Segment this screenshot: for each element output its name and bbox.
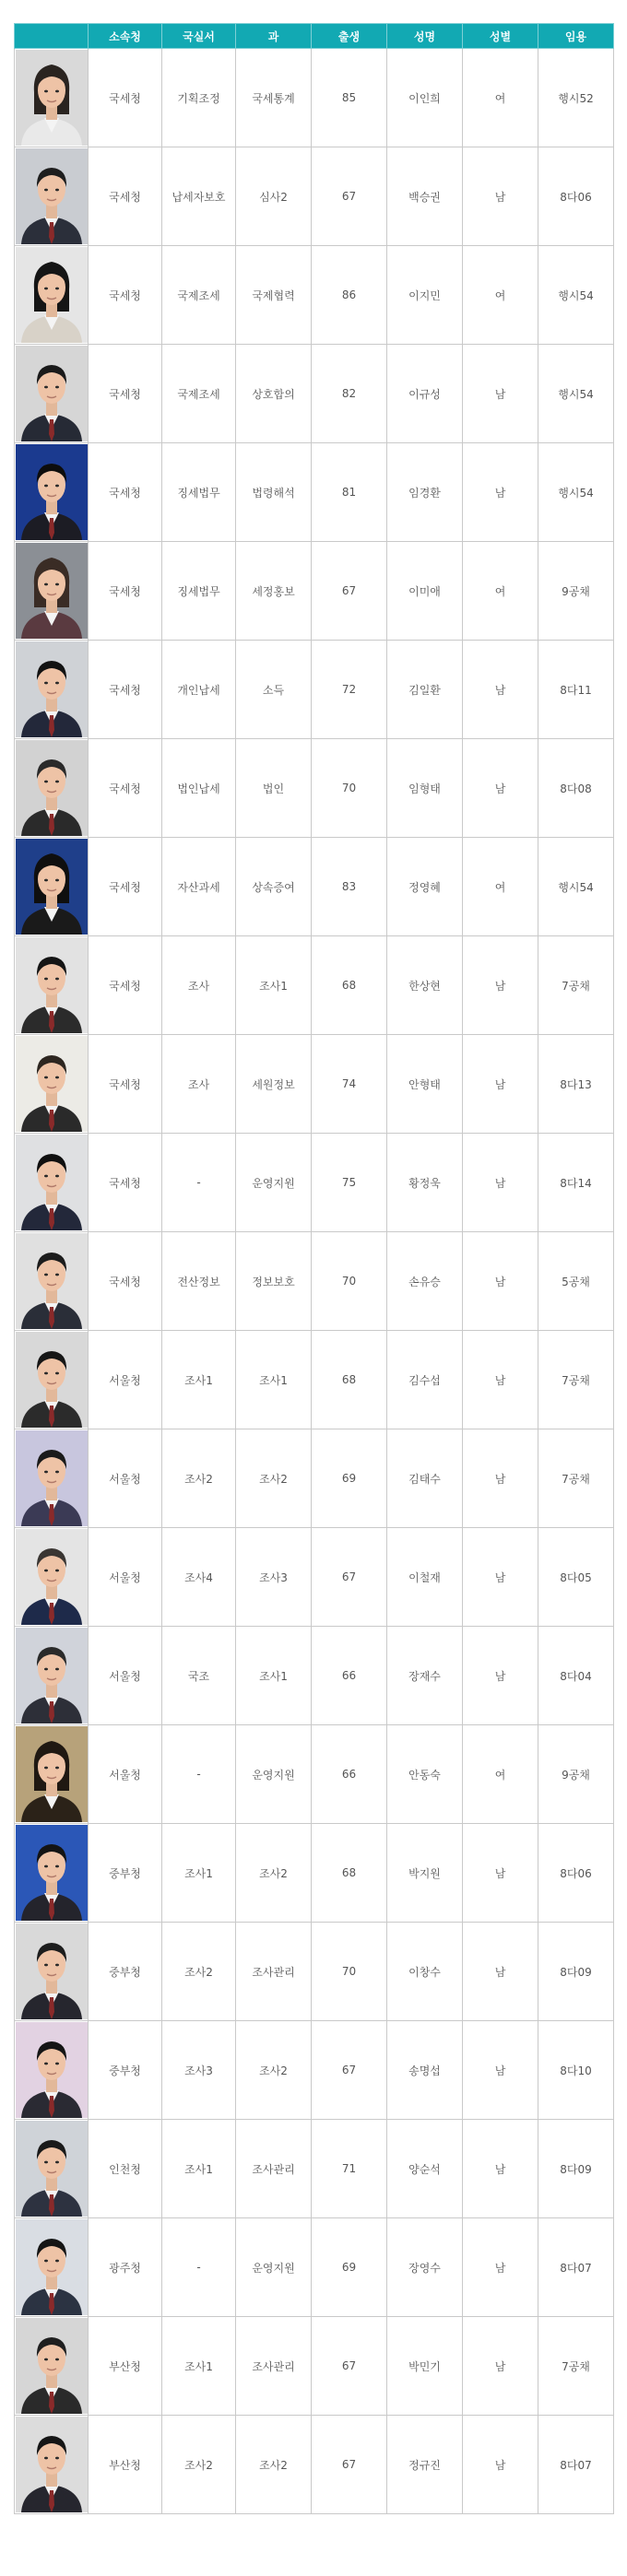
portrait-photo <box>16 148 88 244</box>
table-row <box>15 1429 614 1528</box>
name-cell: 이지민 <box>387 246 463 345</box>
photo-cell <box>15 1627 89 1725</box>
name-cell: 김수섭 <box>387 1331 463 1429</box>
portrait-photo <box>16 2417 88 2512</box>
bureau-cell: 조사 <box>162 936 236 1035</box>
bureau-cell: 기획조정 <box>162 49 236 147</box>
division-cell: 세원정보 <box>236 1035 312 1134</box>
header-gender: 성별 <box>463 24 538 49</box>
portrait-photo <box>16 1825 88 1921</box>
office-cell: 부산청 <box>89 2317 162 2416</box>
name-cell: 장영수 <box>387 2218 463 2317</box>
office-cell: 서울청 <box>89 1528 162 1627</box>
name-cell: 이규성 <box>387 345 463 443</box>
office-cell: 국세청 <box>89 49 162 147</box>
name-cell: 임형태 <box>387 739 463 838</box>
photo-cell <box>15 49 89 147</box>
personnel-table-container <box>14 23 613 2514</box>
table-row <box>15 2021 614 2120</box>
table-row <box>15 542 614 641</box>
gender-cell: 남 <box>463 2218 538 2317</box>
division-cell: 세정홍보 <box>236 542 312 641</box>
header-bureau: 국실서 <box>162 24 236 49</box>
office-cell: 서울청 <box>89 1331 162 1429</box>
table-row <box>15 2416 614 2514</box>
bureau-cell: 납세자보호 <box>162 147 236 246</box>
appointment-cell: 8다11 <box>538 641 614 739</box>
name-cell: 이미애 <box>387 542 463 641</box>
photo-cell <box>15 2317 89 2416</box>
table-row <box>15 345 614 443</box>
header-name: 성명 <box>387 24 463 49</box>
gender-cell: 남 <box>463 1528 538 1627</box>
division-cell: 소득 <box>236 641 312 739</box>
birth-cell: 68 <box>312 1331 387 1429</box>
gender-cell: 여 <box>463 1725 538 1824</box>
portrait-photo <box>16 937 88 1033</box>
division-cell: 조사관리 <box>236 2317 312 2416</box>
bureau-cell: 징세법무 <box>162 443 236 542</box>
table-row <box>15 49 614 147</box>
name-cell: 정영혜 <box>387 838 463 936</box>
name-cell: 한상현 <box>387 936 463 1035</box>
portrait-photo <box>16 1036 88 1132</box>
name-cell: 황정욱 <box>387 1134 463 1232</box>
birth-cell: 70 <box>312 739 387 838</box>
name-cell: 안동숙 <box>387 1725 463 1824</box>
gender-cell: 남 <box>463 936 538 1035</box>
office-cell: 서울청 <box>89 1725 162 1824</box>
photo-cell <box>15 147 89 246</box>
division-cell: 정보보호 <box>236 1232 312 1331</box>
office-cell: 서울청 <box>89 1627 162 1725</box>
name-cell: 이인희 <box>387 49 463 147</box>
office-cell: 국세청 <box>89 147 162 246</box>
portrait-photo <box>16 2219 88 2315</box>
appointment-cell: 7공채 <box>538 2317 614 2416</box>
photo-cell <box>15 1134 89 1232</box>
table-row <box>15 2317 614 2416</box>
bureau-cell: 징세법무 <box>162 542 236 641</box>
bureau-cell: 조사2 <box>162 1429 236 1528</box>
portrait-photo <box>16 50 88 146</box>
photo-cell <box>15 641 89 739</box>
gender-cell: 남 <box>463 1824 538 1923</box>
table-row <box>15 1824 614 1923</box>
appointment-cell: 7공채 <box>538 936 614 1035</box>
gender-cell: 남 <box>463 1232 538 1331</box>
appointment-cell: 9공채 <box>538 542 614 641</box>
birth-cell: 67 <box>312 2021 387 2120</box>
bureau-cell: 조사1 <box>162 2120 236 2218</box>
office-cell: 국세청 <box>89 542 162 641</box>
portrait-photo <box>16 2022 88 2118</box>
division-cell: 심사2 <box>236 147 312 246</box>
gender-cell: 남 <box>463 1429 538 1528</box>
portrait-photo <box>16 1628 88 1723</box>
gender-cell: 남 <box>463 345 538 443</box>
name-cell: 백승권 <box>387 147 463 246</box>
birth-cell: 72 <box>312 641 387 739</box>
gender-cell: 남 <box>463 2416 538 2514</box>
table-body <box>15 49 614 2514</box>
photo-cell <box>15 2416 89 2514</box>
gender-cell: 남 <box>463 1035 538 1134</box>
table-row <box>15 1232 614 1331</box>
appointment-cell: 8다05 <box>538 1528 614 1627</box>
bureau-cell: - <box>162 1134 236 1232</box>
portrait-photo <box>16 1233 88 1329</box>
birth-cell: 81 <box>312 443 387 542</box>
table-row <box>15 2218 614 2317</box>
birth-cell: 68 <box>312 1824 387 1923</box>
bureau-cell: 자산과세 <box>162 838 236 936</box>
table-row <box>15 147 614 246</box>
gender-cell: 남 <box>463 1923 538 2021</box>
bureau-cell: 조사4 <box>162 1528 236 1627</box>
office-cell: 중부청 <box>89 1824 162 1923</box>
office-cell: 광주청 <box>89 2218 162 2317</box>
name-cell: 박민기 <box>387 2317 463 2416</box>
photo-cell <box>15 936 89 1035</box>
office-cell: 부산청 <box>89 2416 162 2514</box>
office-cell: 국세청 <box>89 739 162 838</box>
portrait-photo <box>16 543 88 639</box>
table-row <box>15 1134 614 1232</box>
birth-cell: 66 <box>312 1627 387 1725</box>
bureau-cell: 조사1 <box>162 1824 236 1923</box>
portrait-photo <box>16 2121 88 2217</box>
division-cell: 국세통계 <box>236 49 312 147</box>
appointment-cell: 8다06 <box>538 147 614 246</box>
bureau-cell: - <box>162 2218 236 2317</box>
division-cell: 상속증여 <box>236 838 312 936</box>
name-cell: 박지원 <box>387 1824 463 1923</box>
division-cell: 조사3 <box>236 1528 312 1627</box>
photo-cell <box>15 345 89 443</box>
portrait-photo <box>16 1726 88 1822</box>
office-cell: 인천청 <box>89 2120 162 2218</box>
name-cell: 양순석 <box>387 2120 463 2218</box>
table-row <box>15 739 614 838</box>
table-row <box>15 1331 614 1429</box>
birth-cell: 85 <box>312 49 387 147</box>
gender-cell: 남 <box>463 443 538 542</box>
portrait-photo <box>16 740 88 836</box>
table-row <box>15 1627 614 1725</box>
gender-cell: 남 <box>463 2317 538 2416</box>
appointment-cell: 8다08 <box>538 739 614 838</box>
photo-cell <box>15 1824 89 1923</box>
name-cell: 이철재 <box>387 1528 463 1627</box>
birth-cell: 70 <box>312 1923 387 2021</box>
bureau-cell: 국조 <box>162 1627 236 1725</box>
gender-cell: 남 <box>463 1331 538 1429</box>
division-cell: 운영지원 <box>236 1725 312 1824</box>
birth-cell: 75 <box>312 1134 387 1232</box>
bureau-cell: 조사 <box>162 1035 236 1134</box>
gender-cell: 남 <box>463 1627 538 1725</box>
photo-cell <box>15 2218 89 2317</box>
table-row <box>15 641 614 739</box>
appointment-cell: 행시54 <box>538 443 614 542</box>
portrait-photo <box>16 444 88 540</box>
division-cell: 국제협력 <box>236 246 312 345</box>
gender-cell: 여 <box>463 49 538 147</box>
photo-cell <box>15 1331 89 1429</box>
appointment-cell: 8다13 <box>538 1035 614 1134</box>
table-row <box>15 1923 614 2021</box>
birth-cell: 67 <box>312 1528 387 1627</box>
name-cell: 정규진 <box>387 2416 463 2514</box>
division-cell: 조사2 <box>236 2021 312 2120</box>
name-cell: 장재수 <box>387 1627 463 1725</box>
photo-cell <box>15 838 89 936</box>
appointment-cell: 행시54 <box>538 345 614 443</box>
appointment-cell: 5공채 <box>538 1232 614 1331</box>
appointment-cell: 7공채 <box>538 1429 614 1528</box>
bureau-cell: - <box>162 1725 236 1824</box>
gender-cell: 여 <box>463 246 538 345</box>
portrait-photo <box>16 641 88 737</box>
appointment-cell: 9공채 <box>538 1725 614 1824</box>
table-row <box>15 1035 614 1134</box>
office-cell: 중부청 <box>89 1923 162 2021</box>
birth-cell: 82 <box>312 345 387 443</box>
gender-cell: 여 <box>463 542 538 641</box>
appointment-cell: 8다09 <box>538 2120 614 2218</box>
portrait-photo <box>16 1923 88 2019</box>
office-cell: 국세청 <box>89 246 162 345</box>
header-appointment: 임용 <box>538 24 614 49</box>
name-cell: 이창수 <box>387 1923 463 2021</box>
bureau-cell: 조사2 <box>162 1923 236 2021</box>
name-cell: 임경환 <box>387 443 463 542</box>
photo-cell <box>15 1923 89 2021</box>
name-cell: 손유승 <box>387 1232 463 1331</box>
bureau-cell: 조사3 <box>162 2021 236 2120</box>
office-cell: 국세청 <box>89 1134 162 1232</box>
portrait-photo <box>16 1135 88 1230</box>
gender-cell: 남 <box>463 739 538 838</box>
bureau-cell: 개인납세 <box>162 641 236 739</box>
appointment-cell: 8다10 <box>538 2021 614 2120</box>
portrait-photo <box>16 1430 88 1526</box>
birth-cell: 67 <box>312 2317 387 2416</box>
table-row <box>15 838 614 936</box>
office-cell: 서울청 <box>89 1429 162 1528</box>
gender-cell: 남 <box>463 147 538 246</box>
division-cell: 운영지원 <box>236 2218 312 2317</box>
birth-cell: 69 <box>312 2218 387 2317</box>
portrait-photo <box>16 346 88 441</box>
header-photo <box>15 24 89 49</box>
portrait-photo <box>16 247 88 343</box>
division-cell: 조사2 <box>236 2416 312 2514</box>
appointment-cell: 행시52 <box>538 49 614 147</box>
office-cell: 국세청 <box>89 1232 162 1331</box>
division-cell: 법인 <box>236 739 312 838</box>
division-cell: 법령해석 <box>236 443 312 542</box>
table-header-row <box>15 24 614 49</box>
office-cell: 국세청 <box>89 1035 162 1134</box>
division-cell: 조사관리 <box>236 2120 312 2218</box>
division-cell: 조사1 <box>236 1331 312 1429</box>
appointment-cell: 8다07 <box>538 2416 614 2514</box>
division-cell: 조사2 <box>236 1824 312 1923</box>
portrait-photo <box>16 1529 88 1625</box>
appointment-cell: 8다07 <box>538 2218 614 2317</box>
photo-cell <box>15 1429 89 1528</box>
gender-cell: 여 <box>463 838 538 936</box>
header-division: 과 <box>236 24 312 49</box>
gender-cell: 남 <box>463 641 538 739</box>
birth-cell: 68 <box>312 936 387 1035</box>
birth-cell: 67 <box>312 542 387 641</box>
division-cell: 상호합의 <box>236 345 312 443</box>
name-cell: 김일환 <box>387 641 463 739</box>
division-cell: 조사1 <box>236 936 312 1035</box>
portrait-photo <box>16 2318 88 2414</box>
table-row <box>15 2120 614 2218</box>
portrait-photo <box>16 1332 88 1428</box>
birth-cell: 86 <box>312 246 387 345</box>
division-cell: 운영지원 <box>236 1134 312 1232</box>
office-cell: 국세청 <box>89 641 162 739</box>
birth-cell: 69 <box>312 1429 387 1528</box>
photo-cell <box>15 1035 89 1134</box>
appointment-cell: 8다06 <box>538 1824 614 1923</box>
bureau-cell: 조사2 <box>162 2416 236 2514</box>
bureau-cell: 조사1 <box>162 2317 236 2416</box>
office-cell: 국세청 <box>89 443 162 542</box>
appointment-cell: 7공채 <box>538 1331 614 1429</box>
table-row <box>15 246 614 345</box>
table-row <box>15 1528 614 1627</box>
office-cell: 중부청 <box>89 2021 162 2120</box>
bureau-cell: 국제조세 <box>162 345 236 443</box>
birth-cell: 71 <box>312 2120 387 2218</box>
bureau-cell: 국제조세 <box>162 246 236 345</box>
appointment-cell: 행시54 <box>538 838 614 936</box>
photo-cell <box>15 1725 89 1824</box>
name-cell: 안형태 <box>387 1035 463 1134</box>
birth-cell: 67 <box>312 2416 387 2514</box>
gender-cell: 남 <box>463 1134 538 1232</box>
bureau-cell: 법인납세 <box>162 739 236 838</box>
header-office: 소속청 <box>89 24 162 49</box>
appointment-cell: 행시54 <box>538 246 614 345</box>
personnel-table <box>14 23 614 2514</box>
portrait-photo <box>16 839 88 935</box>
appointment-cell: 8다09 <box>538 1923 614 2021</box>
birth-cell: 74 <box>312 1035 387 1134</box>
gender-cell: 남 <box>463 2120 538 2218</box>
birth-cell: 70 <box>312 1232 387 1331</box>
appointment-cell: 8다14 <box>538 1134 614 1232</box>
birth-cell: 67 <box>312 147 387 246</box>
name-cell: 김태수 <box>387 1429 463 1528</box>
photo-cell <box>15 739 89 838</box>
bureau-cell: 전산정보 <box>162 1232 236 1331</box>
office-cell: 국세청 <box>89 838 162 936</box>
appointment-cell: 8다04 <box>538 1627 614 1725</box>
photo-cell <box>15 443 89 542</box>
table-row <box>15 936 614 1035</box>
header-birth: 출생 <box>312 24 387 49</box>
photo-cell <box>15 2021 89 2120</box>
gender-cell: 남 <box>463 2021 538 2120</box>
photo-cell <box>15 1528 89 1627</box>
name-cell: 송명섭 <box>387 2021 463 2120</box>
table-row <box>15 1725 614 1824</box>
photo-cell <box>15 1232 89 1331</box>
table-row <box>15 443 614 542</box>
office-cell: 국세청 <box>89 936 162 1035</box>
office-cell: 국세청 <box>89 345 162 443</box>
photo-cell <box>15 246 89 345</box>
bureau-cell: 조사1 <box>162 1331 236 1429</box>
division-cell: 조사2 <box>236 1429 312 1528</box>
birth-cell: 66 <box>312 1725 387 1824</box>
photo-cell <box>15 542 89 641</box>
division-cell: 조사1 <box>236 1627 312 1725</box>
division-cell: 조사관리 <box>236 1923 312 2021</box>
birth-cell: 83 <box>312 838 387 936</box>
photo-cell <box>15 2120 89 2218</box>
